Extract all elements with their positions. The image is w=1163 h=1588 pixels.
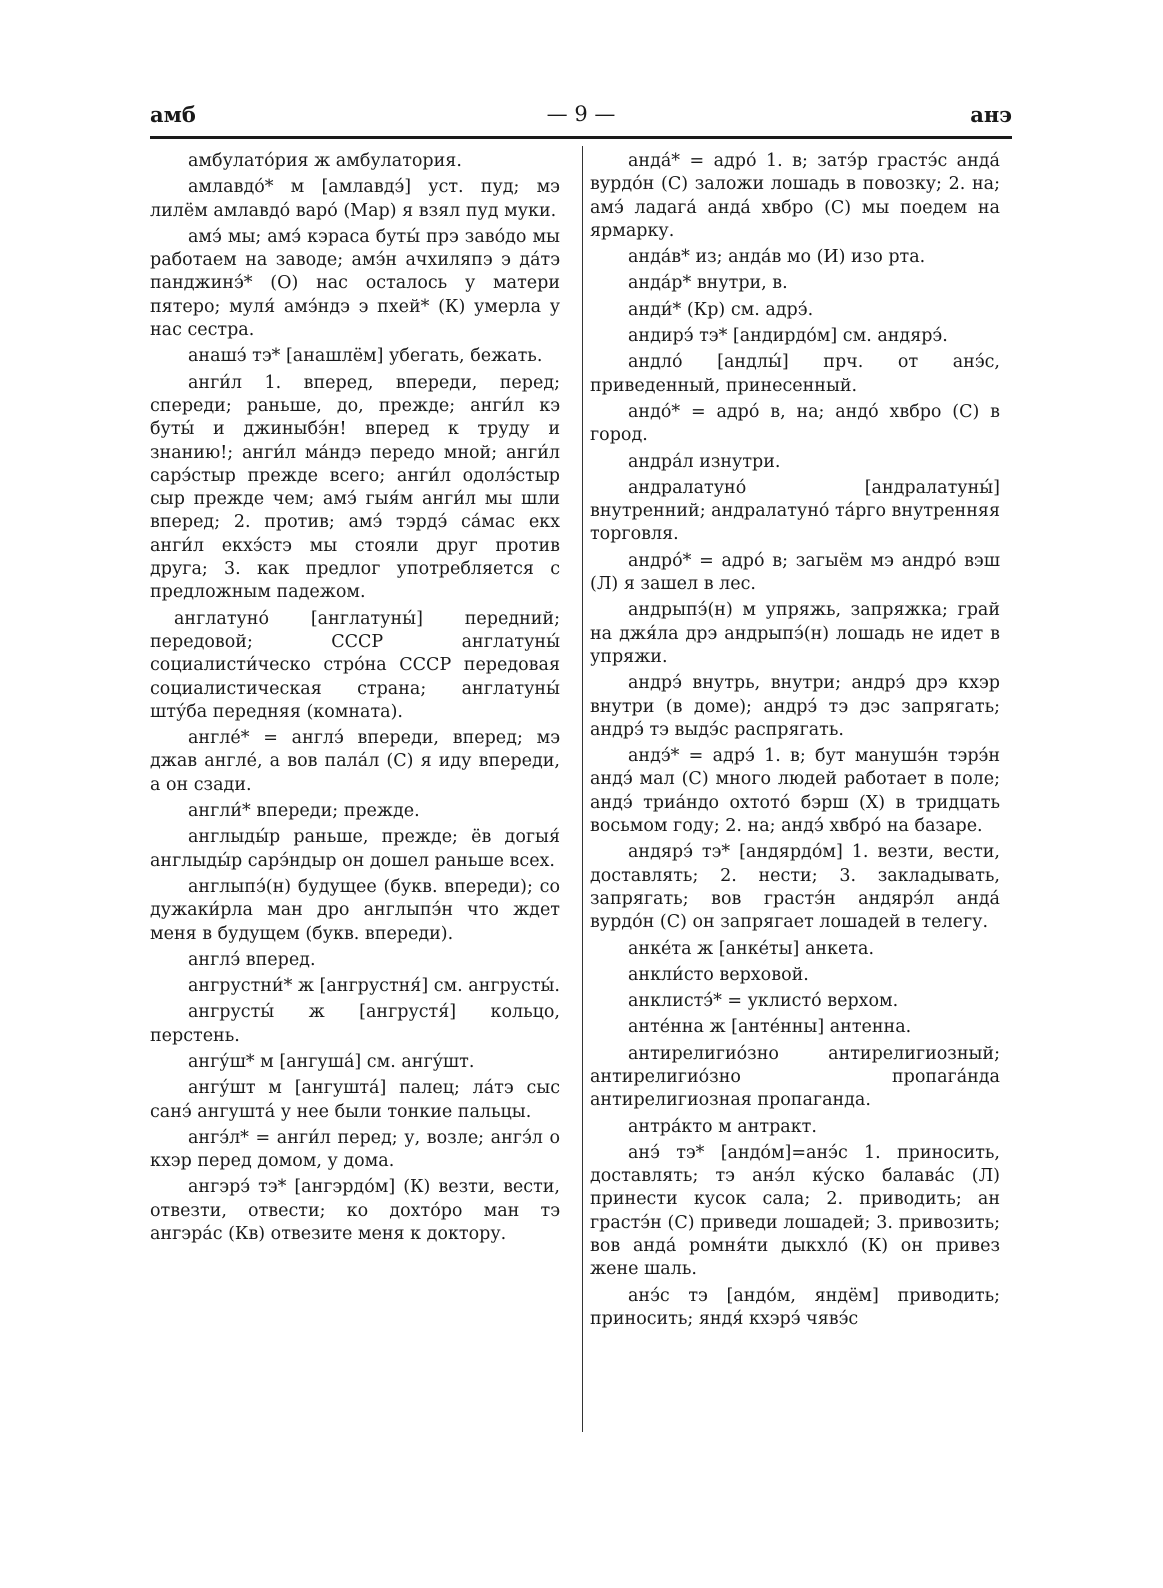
dictionary-entry: анда́в* из; анда́в мо (И) изо рта. [628, 247, 926, 268]
dictionary-entry: англе́* = англэ́ впереди, вперед; мэ джав англе́, а вов пала́л (С) я иду впереди, а он сзади. [150, 728, 560, 795]
header-rule [150, 136, 1012, 139]
dictionary-entry: анкли́сто верховой. [628, 964, 809, 985]
page-number: — 9 — [546, 102, 616, 126]
dictionary-entry: англэ́ вперед. [188, 949, 316, 970]
dictionary-entry: англатуно́ [англатуны́] передний; передовой; СССР англатуны́ социалисти́ческо стро́на СССР передовая социалистическая страна; англатуны́ шту́ба передняя (комната). [150, 608, 560, 722]
dictionary-entry: анке́та ж [анке́ты] анкета. [628, 938, 875, 959]
dictionary-entry: амэ́ мы; амэ́ кэраса буты́ прэ заво́до мы работаем на заводе; амэ́н ачхиляпэ э да́тэ панджинэ́* (О) нас осталось у матери пятеро; муля́ амэ́ндэ э пхей* (К) умерла у нас сестра. [150, 226, 560, 341]
dictionary-entry: андярэ́ тэ* [андярдо́м] 1. везти, вести, доставлять; 2. нести; 3. закладывать, запрягать; вов грастэ́н андярэ́л анда́ вурдо́н (С) он запрягает лошадей в телегу. [590, 842, 1000, 933]
dictionary-entry: ангэрэ́ тэ* [ангэрдо́м] (К) везти, вести, отвезти, отвести; ко дохто́ро ман тэ ангэра́с (Кв) отвезите меня к доктору. [150, 1177, 560, 1245]
header-last-guide-word: анэ [970, 102, 1012, 127]
dictionary-entry: ангрустни́* ж [ангрустня́] см. ангрусты́. [188, 976, 560, 997]
dictionary-entry: анда́р* внутри, в. [628, 273, 788, 294]
dictionary-entry: антирелигио́зно антирелигиозный; антирелигио́зно пропага́нда антирелигиозная пропаганда. [590, 1043, 1000, 1111]
dictionary-entry: андирэ́ тэ* [андирдо́м] см. андярэ́. [628, 326, 948, 347]
dictionary-entry: андро́* = адро́ в; загыём мэ андро́ вэш (Л) я зашел в лес. [590, 550, 1000, 595]
dictionary-entry: андэ́* = адрэ́ 1. в; бут манушэ́н тэрэ́н андэ́ мал (С) много людей работает в поле; андэ́ триа́ндо охтото́ бэрш (Х) в тридцать восьмом году; 2. на; андэ́ хвбро́ на базаре. [590, 746, 1000, 837]
left-column [150, 150, 560, 1249]
dictionary-entry: антра́кто м антракт. [628, 1116, 817, 1137]
dictionary-entry: анашэ́ тэ* [анашлём] убегать, бежать. [188, 346, 543, 367]
dictionary-entry: анклистэ́* = уклисто́ верхом. [628, 991, 899, 1012]
dictionary-entry: англи́* впереди; прежде. [188, 801, 420, 822]
dictionary-entry: анте́нна ж [анте́нны] антенна. [628, 1017, 912, 1038]
dictionary-entry: андра́л изнутри. [628, 451, 781, 472]
dictionary-entry: андрэ́ внутрь, внутри; андрэ́ дрэ кхэр внутри (в доме); андрэ́ тэ дэс запрягать; андрэ́ тэ выдэ́с распрягать. [590, 673, 1000, 740]
dictionary-entry: амбулато́рия ж амбулатория. [188, 151, 462, 171]
dictionary-entry: анэ́с тэ [андо́м, яндём] приводить; приносить; яндя́ кхэрэ́ чявэ́с [590, 1285, 1000, 1329]
right-column [590, 150, 1000, 1334]
dictionary-entry: анэ́ тэ* [андо́м]=анэ́с 1. приносить, доставлять; тэ анэ́л ку́ско балава́с (Л) принести кусок сала; 2. приводить; ан грастэ́н (С) приведи лошадей; 3. привозить; вов анда́ ромня́ти дыкхло́ (К) он привез жене шаль. [590, 1142, 1000, 1280]
dictionary-entry: ангу́шт м [ангушта́] палец; ла́тэ сыс санэ́ ангушта́ у нее были тонкие пальцы. [150, 1078, 560, 1122]
running-header [150, 100, 1012, 134]
dictionary-entry: амлавдо́* м [амлавдэ́] уст. пуд; мэ лилём амлавдо́ варо́ (Мар) я взял пуд муки. [150, 177, 560, 221]
dictionary-entry: анда́* = адро́ 1. в; затэ́р грастэ́с анда́ вурдо́н (С) заложи лошадь в повозку; 2. на; амэ́ ладага́ анда́ хвбро (С) мы поедем на ярмарку. [590, 151, 1000, 241]
dictionary-entry: андло́ [андлы́] прч. от анэ́с, приведенный, принесенный. [590, 352, 1000, 396]
dictionary-entry: анди́* (Кр) см. адрэ́. [628, 299, 814, 320]
dictionary-entry: англыпэ́(н) будущее (букв. впереди); со дужаки́рла ман дро англыпэ́н что ждет меня в будущем (букв. впереди). [150, 876, 560, 944]
dictionary-entry: андралатуно́ [андралатуны́] внутренний; андралатуно́ та́рго внутренняя торговля. [590, 477, 1001, 545]
dictionary-entry: ангэ́л* = анги́л перед; у, возле; ангэ́л о кхэр перед домом, у дома. [150, 1127, 560, 1172]
dictionary-entry: анги́л 1. вперед, впереди, перед; спереди; раньше, до, прежде; анги́л кэ буты́ и джиныбэ́н! вперед к труду и знанию!; анги́л ма́ндэ передо мной; анги́л сарэ́стыр прежде всего; анги́л одолэ́стыр сыр прежде чем; амэ́ гыя́м анги́л мы шли вперед; 2. против; амэ́ тэрдэ́ са́мас екх анги́л екхэ́стэ мы стояли друг против друга; 3. как предлог употребляется с предложным падежом. [150, 372, 560, 603]
dictionary-entry: ангрусты́ ж [ангрустя́] кольцо, перстень. [150, 1002, 560, 1046]
dictionary-entry: андо́* = адро́ в, на; андо́ хвбро (С) в город. [590, 401, 1000, 446]
dictionary-entry: ангу́ш* м [ангуша́] см. ангу́шт. [188, 1051, 475, 1072]
header-first-guide-word: амб [150, 102, 196, 127]
column-divider [582, 146, 583, 1432]
dictionary-entry: англыды́р раньше, прежде; ёв догыя́ англыды́р сарэ́ндыр он дошел раньше всех. [150, 827, 560, 871]
dictionary-entry: андрыпэ́(н) м упряжь, запряжка; грай на джя́ла дрэ андрыпэ́(н) лошадь не идет в упряжи. [590, 600, 1000, 667]
